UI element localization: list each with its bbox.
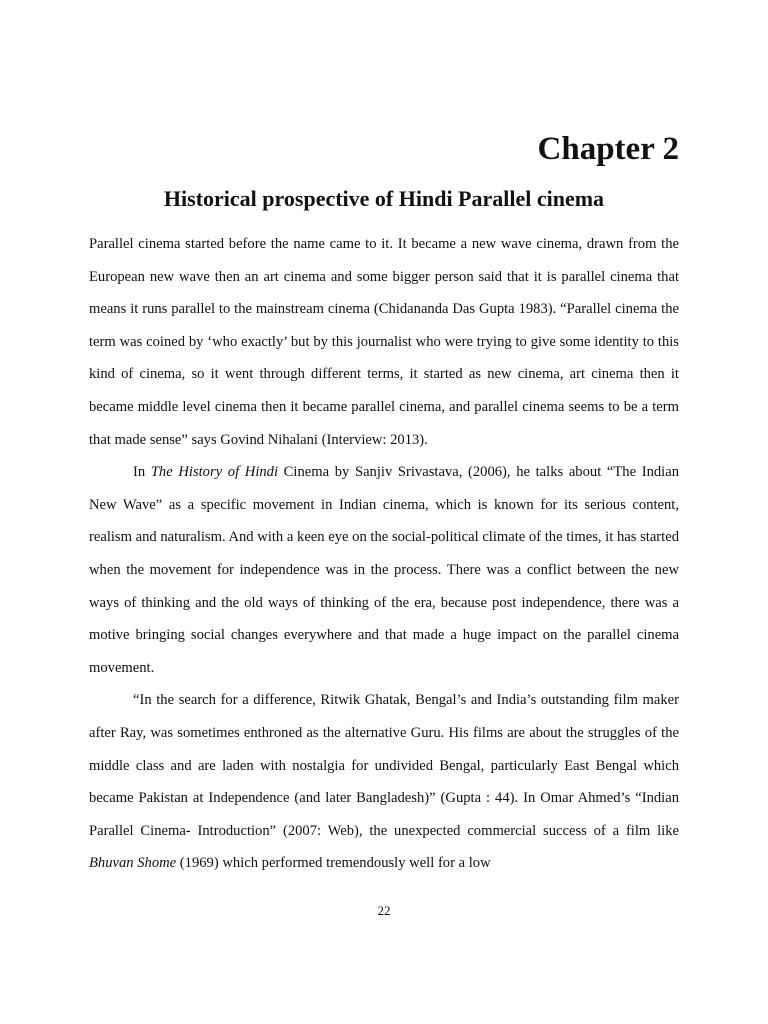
book-title-italic: The History of Hindi	[150, 464, 279, 481]
paragraph-3-text-a: “In the search for a difference, Ritwik Ghatak, Bengal’s and India’s outstanding film maker after Ray, was sometimes enthroned as the alternative Guru. His films are about the struggles of the middle class and are laden with nostalgia for undivided Bengal, particularly East Bengal which became Pakistan at Independence (and later Bangladesh)” (Gupta : 44). In Omar Ahmed’s “Indian Parallel Cinema- Introduction” (2007: Web), the unexpected commercial success of a film like	[89, 692, 679, 839]
paragraph-1-text: Parallel cinema started before the name came to it. It became a new wave cinema, drawn from the European new wave then an art cinema and some bigger person said that it is parallel cinema that means it runs parallel to the mainstream cinema (Chidananda Das Gupta 1983). “Parallel cinema the term was coined by ‘who exactly’ but by this journalist who were trying to give some identity to this kind of cinema, so it went through different terms, it started as new cinema, art cinema then it became middle level cinema then it became parallel cinema, and parallel cinema seems to be a term that made sense” says Govind Nihalani (Interview: 2013).	[89, 236, 679, 448]
paragraph-1	[89, 228, 679, 456]
body-text	[89, 228, 679, 880]
paragraph-2-text-a: In	[133, 464, 151, 481]
chapter-label: Chapter 2	[537, 131, 679, 167]
section-title: Historical prospective of Hindi Parallel cinema	[163, 186, 605, 211]
page-number: 22	[377, 903, 391, 918]
film-title-italic: Bhuvan Shome	[89, 855, 177, 872]
paragraph-2	[89, 456, 679, 684]
paragraph-3-text-b: (1969) which performed tremendously well for a low	[176, 855, 491, 872]
paragraph-2-text-b: Cinema by Sanjiv Srivastava, (2006), he talks about “The Indian New Wave” as a specific movement in Indian cinema, which is known for its serious content, realism and naturalism. And with a keen eye on the social-political climate of the times, it has started when the movement for independence was in the process. There was a conflict between the new ways of thinking and the old ways of thinking of the era, because post independence, there was a motive bringing social changes everywhere and that made a huge impact on the parallel cinema movement.	[89, 464, 679, 676]
paragraph-3	[89, 684, 679, 880]
